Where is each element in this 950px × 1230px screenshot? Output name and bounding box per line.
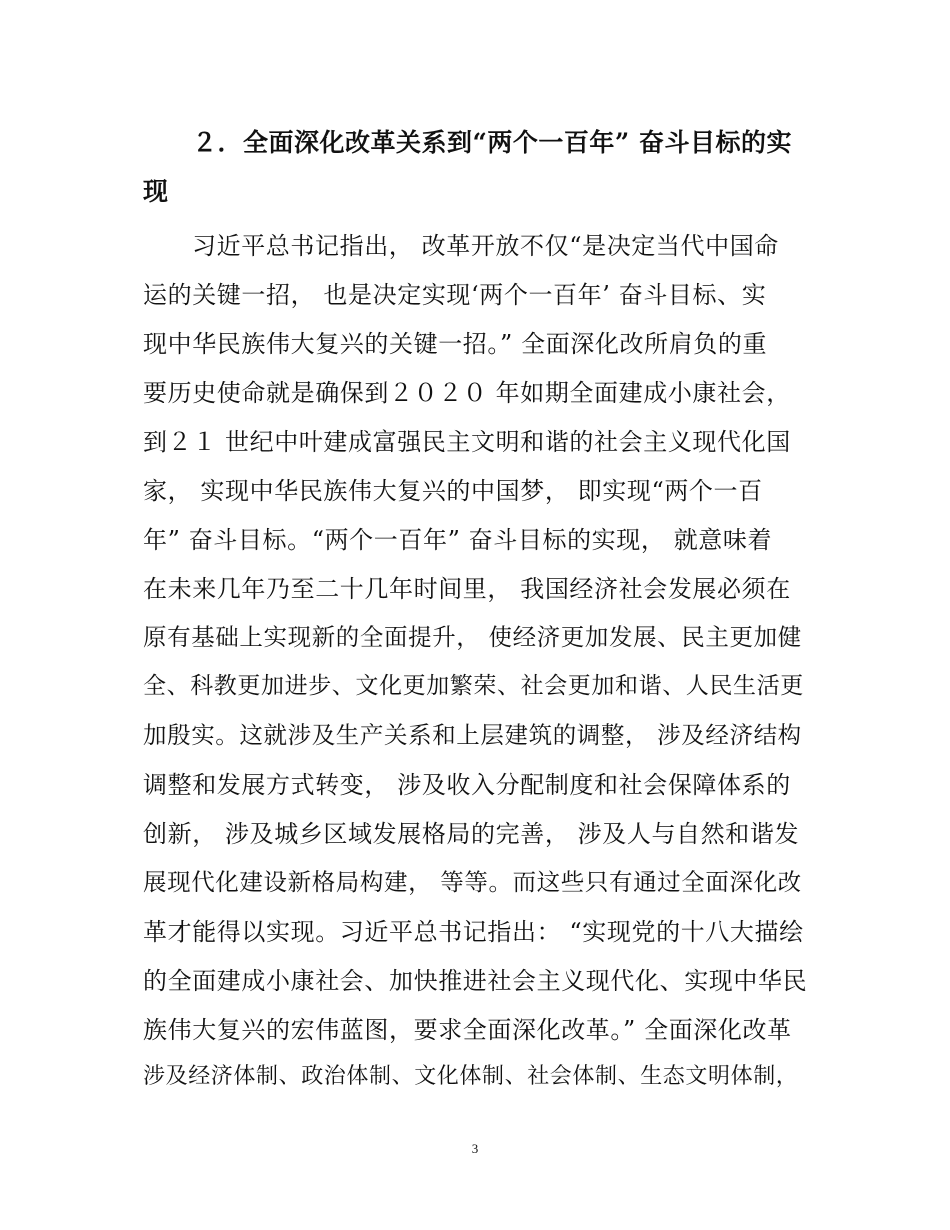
paragraph-line: 要历史使命就是确保到２０２０ 年如期全面建成小康社会， (143, 379, 791, 407)
paragraph-line: 涉及经济体制、政治体制、文化体制、社会体制、生态文明体制， (143, 1064, 799, 1089)
paragraph-line: 加殷实。这就涉及生产关系和上层建筑的调整， 涉及经济结构 (143, 721, 802, 749)
paragraph-line: 家， 实现中华民族伟大复兴的中国梦， 即实现“两个一百 (143, 477, 763, 505)
paragraph-line: 在未来几年乃至二十几年时间里， 我国经济社会发展必须在 (143, 575, 791, 603)
paragraph-line: 族伟大复兴的宏伟蓝图，要求全面深化改革。” 全面深化改革 (143, 1016, 792, 1044)
paragraph-line: 的全面建成小康社会、加快推进社会主义现代化、实现中华民 (143, 967, 808, 995)
paragraph-line: 原有基础上实现新的全面提升， 使经济更加发展、民主更加健 (143, 623, 802, 651)
paragraph-line: 运的关键一招， 也是决定实现‘两个一百年’ 奋斗目标、实 (143, 281, 767, 309)
paragraph-line: 到２１ 世纪中叶建成富强民主文明和谐的社会主义现代化国 (143, 428, 791, 456)
paragraph-line: 创新， 涉及城乡区域发展格局的完善， 涉及人与自然和谐发 (143, 820, 800, 848)
paragraph-line: 习近平总书记指出， 改革开放不仅“是决定当代中国命 (192, 232, 779, 260)
paragraph-line: 调整和发展方式转变， 涉及收入分配制度和社会保障体系的 (143, 771, 791, 799)
section-heading-line-2: 现 (143, 177, 169, 206)
paragraph-line: 现中华民族伟大复兴的关键一招。” 全面深化改所肩负的重 (143, 330, 768, 358)
section-heading-line-1: ２．全面深化改革关系到“两个一百年” 奋斗目标的实 (192, 128, 792, 157)
paragraph-line: 年” 奋斗目标。“两个一百年” 奋斗目标的实现， 就意味着 (143, 526, 773, 554)
paragraph-line: 全、科教更加进步、文化更加繁荣、社会更加和谐、人民生活更 (143, 673, 804, 699)
paragraph-line: 革才能得以实现。习近平总书记指出： “实现党的十八大描绘 (143, 918, 804, 946)
paragraph-line: 展现代化建设新格局构建， 等等。而这些只有通过全面深化改 (143, 868, 802, 896)
page-number: 3 (471, 1141, 479, 1156)
